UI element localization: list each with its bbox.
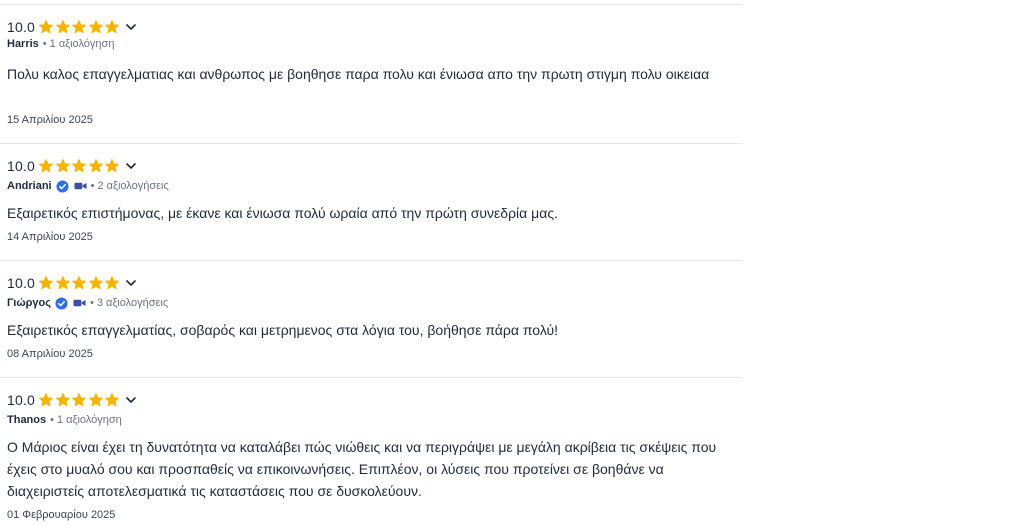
- review-meta: [7, 37, 114, 51]
- star-icon: [38, 392, 54, 408]
- chevron-down-icon[interactable]: [125, 160, 137, 172]
- star-rating: [38, 158, 121, 174]
- reviewer-name: Andriani: [7, 180, 52, 192]
- star-rating: [38, 392, 121, 408]
- verified-badge-icon: [55, 297, 68, 310]
- reviewer-name: Γιώργος: [7, 297, 51, 309]
- rating-score: 10.0: [7, 158, 36, 174]
- review-date: 14 Απριλίου 2025: [7, 231, 93, 243]
- separator-dot: •: [42, 38, 47, 50]
- review-meta: [7, 179, 169, 193]
- review-text: Εξαιρετικός επαγγελματίας, σοβαρός και μετρημενος στα λόγια του, βοήθησε πάρα πολύ!: [7, 322, 559, 338]
- review-date: 15 Απριλίου 2025: [7, 114, 93, 126]
- rating-row: [7, 273, 137, 293]
- rating-row: [7, 156, 137, 176]
- rating-row: [7, 17, 137, 37]
- chevron-down-icon[interactable]: [125, 277, 137, 289]
- review-count: 2 αξιολογήσεις: [97, 180, 169, 192]
- divider: [0, 260, 742, 261]
- chevron-down-icon[interactable]: [125, 21, 137, 33]
- divider: [0, 377, 742, 378]
- star-icon: [55, 275, 71, 291]
- star-icon: [38, 275, 54, 291]
- review-meta: [7, 296, 168, 310]
- star-icon: [88, 19, 104, 35]
- review-count: 3 αξιολογήσεις: [96, 297, 169, 309]
- star-rating: [38, 275, 121, 291]
- star-icon: [55, 158, 71, 174]
- star-icon: [88, 392, 104, 408]
- star-icon: [38, 19, 54, 35]
- review-date: 01 Φεβρουαρίου 2025: [7, 509, 116, 521]
- star-icon: [55, 19, 71, 35]
- star-icon: [88, 275, 104, 291]
- star-icon: [71, 392, 87, 408]
- video-camera-icon: [73, 298, 86, 308]
- review-meta: [7, 413, 122, 427]
- star-icon: [71, 158, 87, 174]
- video-camera-icon: [74, 181, 87, 191]
- star-icon: [104, 19, 120, 35]
- star-icon: [71, 275, 87, 291]
- star-icon: [104, 275, 120, 291]
- rating-score: 10.0: [7, 19, 36, 35]
- divider: [0, 4, 742, 5]
- chevron-down-icon[interactable]: [125, 394, 137, 406]
- verified-badge-icon: [56, 180, 69, 193]
- separator-dot: •: [89, 297, 94, 309]
- review-count: 1 αξιολόγηση: [56, 414, 122, 426]
- divider: [0, 143, 742, 144]
- star-icon: [104, 392, 120, 408]
- star-icon: [71, 19, 87, 35]
- reviewer-name: Thanos: [7, 414, 47, 426]
- star-icon: [88, 158, 104, 174]
- review-count: 1 αξιολόγηση: [49, 38, 115, 50]
- star-icon: [104, 158, 120, 174]
- reviewer-name: Harris: [7, 38, 39, 50]
- separator-dot: •: [50, 414, 54, 426]
- star-icon: [38, 158, 54, 174]
- rating-score: 10.0: [7, 275, 36, 291]
- rating-score: 10.0: [7, 392, 36, 408]
- rating-row: [7, 390, 137, 410]
- review-text: Ο Μάριος είναι έχει τη δυνατότητα να καταλάβει πώς νιώθεις και να περιγράψει με μεγάλη ακρίβεια τις σκέψεις που έχεις στο μυαλό σου και προσπαθείς να επικοινωνήσεις. Επιπλέον, οι λύσεις που προτείνει σε βοηθάνε να διαχειριστείς αποτελεσματικά τις καταστάσεις που σε δυσκολεύουν.: [7, 439, 717, 499]
- separator-dot: •: [90, 180, 95, 192]
- review-text: Εξαιρετικός επιστήμονας, με έκανε και ένιωσα πολύ ωραία από την πρώτη συνεδρία μας.: [7, 205, 558, 221]
- star-icon: [55, 392, 71, 408]
- review-date: 08 Απριλίου 2025: [7, 348, 93, 360]
- star-rating: [38, 19, 121, 35]
- review-text: Πολυ καλος επαγγελματιας και ανθρωπος με βοηθησε παρα πολυ και ένιωσα απο την πρωτη στιγμη πολυ οικειαα: [7, 66, 710, 82]
